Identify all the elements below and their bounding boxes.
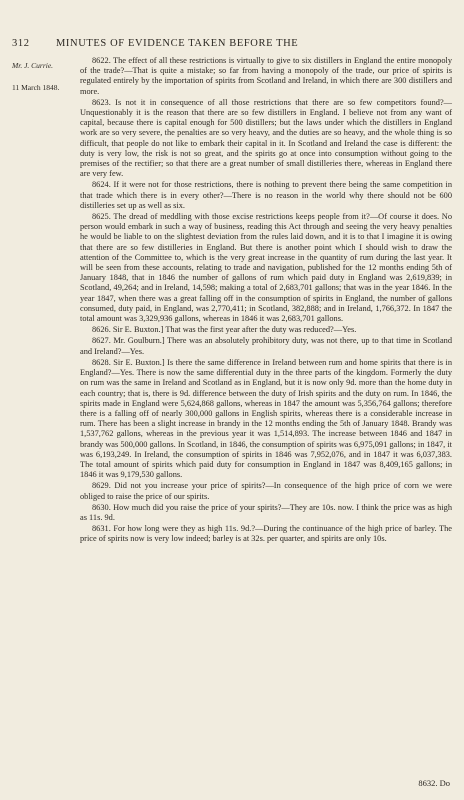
running-title: MINUTES OF EVIDENCE TAKEN BEFORE THE xyxy=(56,38,299,49)
paragraph-8627: 8627. Mr. Goulburn.] There was an absolutely prohibitory duty, was not there, up to that time in Scotland and Ireland?—Yes. xyxy=(80,336,452,356)
paragraph-8623: 8623. Is not it in consequence of all those restrictions that there are so few competitors found?—Unquestionably it is the reason that there are so few distillers in England. I believe not from any want of capital, because there is capital enough for 500 distillers; but the laws under which the distillers in England work are so very severe, the penalties are so very heavy, and the duties are so heavy, and the whole thing is so difficult, that people do not like to embark their capital in it. In Scotland and Ireland the case is different: the duty is very low, the risk is not so great, and the spirits go at once into consumption without going to the premises of the rectifier; so that there are a great number of small distilleries there, whereas in England there are very few. xyxy=(80,97,452,179)
paragraph-8630: 8630. How much did you raise the price of your spirits?—They are 10s. now. I think the price was as high as 11s. 9d. xyxy=(80,502,452,522)
paragraph-8628: 8628. Sir E. Buxton.] Is there the same difference in Ireland between rum and home spirits that there is in England?—Yes. There is now the same differential duty in the three parts of the kingdom. Formerly the duty on rum was the same in Ireland and Scotland as in England, but it is now only 9d. more than the home duty in each country; that is, there is 9d. difference between the duty of Irish spirits and the duty on rum. In 1846, the spirits made in England were 5,624,868 gallons, whereas in 1847 the amount was 5,356,764 gallons; therefore there is a falling off of nearly 300,000 gallons in English spirits, whereas there is a considerable increase in rum. There has been a slight increase in brandy in the 12 months ending the 5th of January 1848. Brandy was 1,537,762 gallons, whereas in the previous year it was 1,514,893. The increase between 1846 and 1847 in brandy was 500,000 gallons. In Scotland, in 1846, the consumption of spirits was 6,975,091 gallons; in 1847, it was 6,193,249. In Ireland, the consumption of spirits in 1846 was 7,952,076, and in 1847 it was 6,037,383. The total amount of spirits which paid duty for consumption in England in 1847 was 8,409,165 gallons; in 1846 it was 9,179,530 gallons. xyxy=(80,357,452,480)
catchword: 8632. Do xyxy=(418,778,450,788)
margin-witness-name: Mr. J. Currie. xyxy=(12,61,54,70)
paragraph-8631: 8631. For how long were they as high 11s. 9d.?—During the continuance of the high price of barley. The price of spirits now is very low indeed; barley is at 32s. per quarter, and spirits are only 10s. xyxy=(80,524,452,544)
paragraph-8622: 8622. The effect of all these restrictions is virtually to give to six distillers in England the entire monopoly of the trade?—That is quite a mistake; so far from having a monopoly of the trade, our price of spirits is regulated entirely by the importation of spirits from Scotland and Ireland, in which there are 300 distillers and more. xyxy=(80,56,452,96)
paragraph-8629: 8629. Did not you increase your price of spirits?—In consequence of the high price of corn we were obliged to raise the price of our spirits. xyxy=(80,481,452,501)
paragraph-8625: 8625. The dread of meddling with those excise restrictions keeps people from it?—Of course it does. No person would embark in such a way of business, reading this Act through and seeing the very heavy penalties he would be liable to on the slightest deviation from the rules laid down, and it is to that I imagine it is owing that there are so few distilleries in England. But there is another point which I should wish to draw the attention of the Committee to, which is the very great increase in the quantity of rum during the last year. It will be seen from these accounts, relating to trade and navigation, published for the 12 months ending 5th of January 1848, that in 1846 the number of gallons of rum which paid duty in England was 2,619,839; in Scotland, 49,264; and in Ireland, 14,598; making a total of 2,683,701 gallons; that was in the year 1846. In the year 1847, when there was a great falling off in the consumption of spirits in England, the number of gallons consumed, duty paid, in England, was 2,770,411; in Scotland, 382,888; and in Ireland, 1,766,372. In 1847 the total amount was 3,329,936 gallons, whereas in 1846 it was 2,683,701 gallons. xyxy=(80,212,452,324)
running-head xyxy=(12,38,452,52)
page-number: 312 xyxy=(12,38,30,49)
margin-date: 11 March 1848. xyxy=(12,83,60,92)
paragraph-8626: 8626. Sir E. Buxton.] That was the first year after the duty was reduced?—Yes. xyxy=(92,325,357,335)
evidence-body xyxy=(80,56,452,545)
paragraph-8624: 8624. If it were not for those restrictions, there is nothing to prevent there being the same competition in that trade which there is in every other?—There is no reason in the world why there should not be 600 distilleries set up as well as six. xyxy=(80,180,452,210)
